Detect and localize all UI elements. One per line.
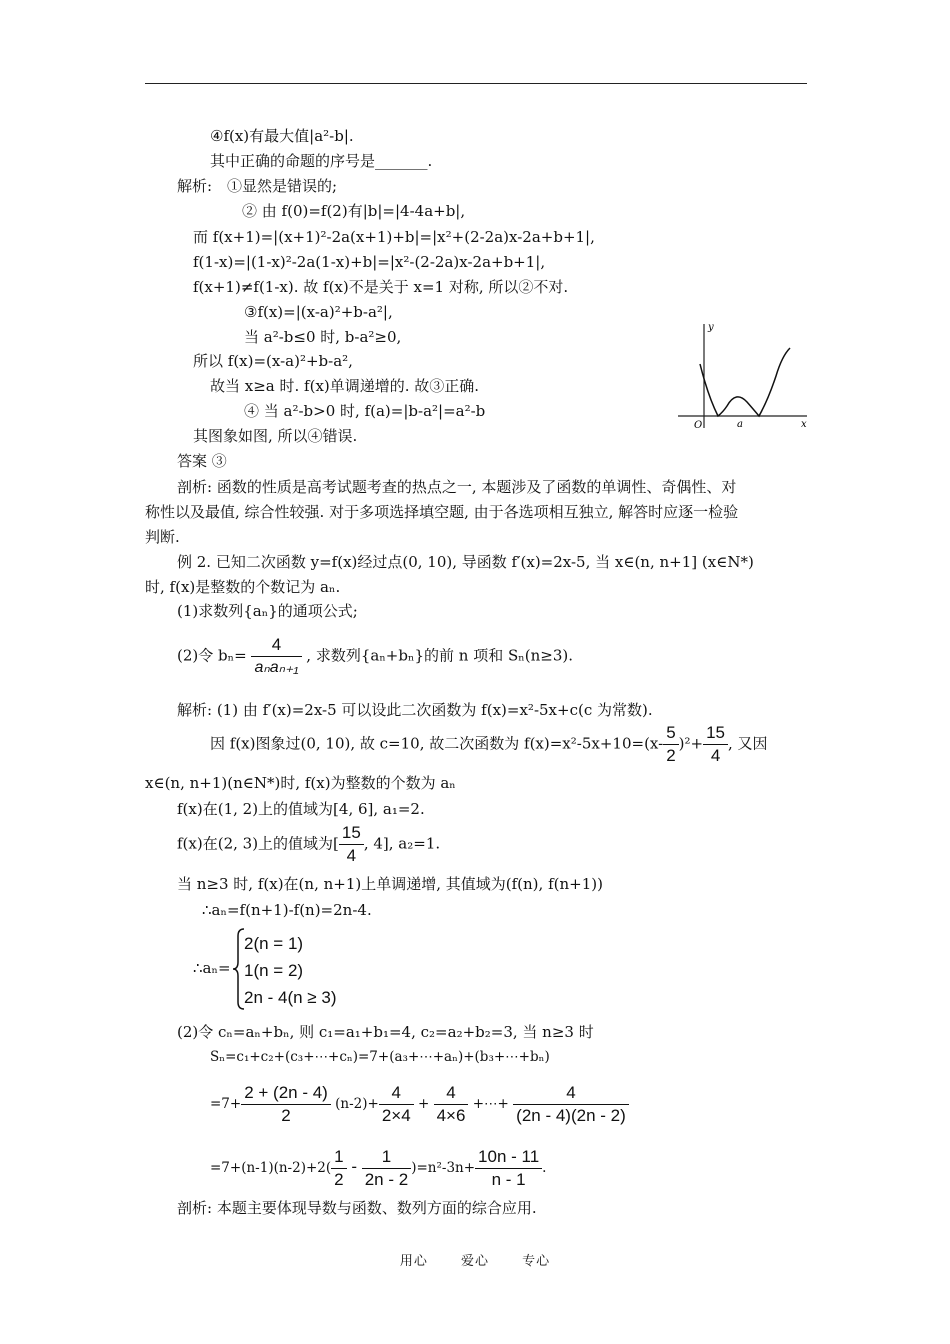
fraction-numerator: 4 (379, 1082, 414, 1105)
text-line: (2)令 cₙ=aₙ+bₙ, 则 c₁=a₁+b₁=4, c₂=a₂+b₂=3, 当 n≥3 时 (177, 1023, 594, 1041)
fraction-numerator: 5 (663, 722, 678, 745)
text-segment: , 4], a₂=1. (363, 834, 441, 853)
text-line: ∴aₙ=f(n+1)-f(n)=2n-4. (202, 901, 372, 919)
fraction-b-n (251, 634, 301, 679)
text-segment: )=n²-3n+ (411, 1160, 476, 1176)
text-line: 剖析: 函数的性质是高考试题考查的热点之一, 本题涉及了函数的单调性、奇偶性、对 (177, 478, 737, 496)
fraction-term-n (513, 1082, 629, 1127)
text-line: 其中正确的命题的序号是_______. (210, 152, 433, 170)
text-line: 当 a²-b≤0 时, b-a²≥0, (244, 328, 402, 346)
text-line: f(1-x)=|(1-x)²-2a(1-x)+b|=|x²-(2-2a)x-2a+b+1|, (193, 253, 546, 271)
text-segment: =7+ (210, 1096, 242, 1112)
text-line: Sₙ=c₁+c₂+(c₃+⋯+cₙ)=7+(a₃+⋯+aₙ)+(b₃+⋯+bₙ) (210, 1049, 550, 1065)
fraction-denominator: 2×4 (381, 1106, 411, 1125)
text-line: 故当 x≥a 时. f(x)单调递增的. 故③正确. (210, 377, 480, 395)
fraction-denominator: 2n - 2 (364, 1170, 409, 1189)
text-line: 解析: (1) 由 f′(x)=2x-5 可以设此二次函数为 f(x)=x²-5x+c(c 为常数). (177, 701, 653, 719)
text-segment: =7+(n-1)(n-2)+2( (210, 1160, 332, 1176)
fraction-denominator: 2 (281, 1106, 291, 1125)
text-line: ④f(x)有最大值|a²-b|. (210, 127, 354, 145)
text-line: ∴aₙ= (193, 959, 231, 977)
fraction-numerator: 2 + (2n - 4) (241, 1082, 331, 1105)
text-line: 判断. (145, 528, 180, 546)
formula-line (210, 1146, 546, 1191)
fraction-result (475, 1146, 542, 1191)
minus-sign: - (346, 1157, 362, 1176)
function-graph (672, 320, 812, 432)
fraction-numerator: 15 (339, 822, 364, 845)
text-segment: (n-2)+ (335, 1096, 379, 1112)
text-line: 而 f(x+1)=|(x+1)²-2a(x+1)+b|=|x²+(2-2a)x-2a+b+1|, (193, 228, 595, 246)
text-line: ④ 当 a²-b>0 时, f(a)=|b-a²|=a²-b (244, 402, 486, 420)
text-line: f(x+1)≠f(1-x). 故 f(x)不是关于 x=1 对称, 所以②不对. (193, 278, 569, 296)
y-axis-label: y (708, 322, 714, 333)
footer-text: 用心 (399, 1254, 428, 1269)
text-segment: , 求数列{aₙ+bₙ}的前 n 项和 Sₙ(n≥3). (306, 646, 573, 665)
text-line: 所以 f(x)=(x-a)²+b-a², (193, 352, 353, 370)
fraction-range (339, 822, 364, 867)
fraction-five-halves (663, 722, 678, 767)
formula-line (177, 822, 440, 867)
text-line: (1)求数列{aₙ}的通项公式; (177, 602, 358, 620)
text-line: x∈(n, n+1)(n∈N*)时, f(x)为整数的个数为 aₙ (145, 774, 456, 792)
formula-line (210, 722, 768, 767)
page-footer (0, 1250, 950, 1269)
fraction-denominator: aₙaₙ₊₁ (254, 659, 299, 676)
answer-line: 答案 ③ (177, 452, 227, 470)
fraction-denominator: 2 (666, 746, 676, 765)
text-line: ② 由 f(0)=f(2)有|b|=|4-4a+b|, (242, 202, 466, 220)
fraction-numerator: 1 (331, 1146, 346, 1169)
fraction-sum-a (241, 1082, 331, 1127)
footer-text: 爱心 (460, 1254, 489, 1269)
text-line: 剖析: 本题主要体现导数与函数、数列方面的综合应用. (177, 1199, 537, 1217)
fraction-numerator: 4 (251, 634, 301, 657)
text-line: 解析: ①显然是错误的; (177, 177, 338, 195)
case-row: 1(n = 2) (244, 961, 304, 980)
fraction-term-2 (434, 1082, 469, 1127)
case-row: 2n - 4(n ≥ 3) (244, 988, 337, 1007)
text-line: 其图象如图, 所以④错误. (193, 427, 358, 445)
fraction-term-1 (379, 1082, 414, 1127)
fraction-denominator: 2 (334, 1170, 344, 1189)
fraction-numerator: 10n - 11 (475, 1146, 542, 1169)
curve (700, 348, 790, 416)
text-segment: , 又因 (728, 734, 768, 753)
text-segment: 因 f(x)图象过(0, 10), 故 c=10, 故二次函数为 f(x)=x²-5x+10=(x- (210, 734, 664, 753)
formula-line (177, 634, 573, 679)
piecewise-cases (244, 930, 336, 1011)
text-line: ③f(x)=|(x-a)²+b-a²|, (244, 303, 393, 321)
fraction-numerator: 4 (434, 1082, 469, 1105)
fraction-denominator: (2n - 4)(2n - 2) (516, 1106, 626, 1125)
fraction-telescoping (362, 1146, 411, 1191)
fraction-denominator: 4 (710, 746, 721, 765)
fraction-denominator: n - 1 (491, 1170, 526, 1189)
text-line: 时, f(x)是整数的个数记为 aₙ. (145, 578, 341, 596)
text-segment: )²+ (678, 734, 704, 753)
text-segment: f(x)在(2, 3)上的值域为[ (177, 834, 339, 853)
text-segment: . (542, 1160, 547, 1176)
text-line: 例 2. 已知二次函数 y=f(x)经过点(0, 10), 导函数 f′(x)=2x-5, 当 x∈(n, n+1] (x∈N*) (177, 553, 754, 571)
text-line: 当 n≥3 时, f(x)在(n, n+1)上单调递增, 其值域为(f(n), f(n+1)) (177, 875, 603, 893)
text-line: 称性以及最值, 综合性较强. 对于多项选择填空题, 由于各选项相互独立, 解答时应逐一检验 (145, 503, 739, 521)
fraction-denominator: 4×6 (436, 1106, 466, 1125)
formula-line (210, 1082, 629, 1127)
case-row: 2(n = 1) (244, 934, 304, 953)
fraction-numerator: 4 (513, 1082, 629, 1105)
fraction-fifteen-quarters (703, 722, 728, 767)
text-segment: +⋯+ (472, 1096, 509, 1112)
text-segment: + (417, 1096, 430, 1112)
text-segment: (2)令 bₙ= (177, 646, 247, 665)
fraction-denominator: 4 (346, 846, 357, 865)
footer-text: 专心 (522, 1254, 551, 1269)
fraction-half (331, 1146, 346, 1191)
text-line: f(x)在(1, 2)上的值域为[4, 6], a₁=2. (177, 800, 425, 818)
fraction-numerator: 15 (703, 722, 728, 745)
a-label: a (737, 419, 743, 430)
fraction-numerator: 1 (362, 1146, 411, 1169)
header-rule (145, 83, 807, 84)
origin-label: O (694, 420, 703, 431)
x-axis-label: x (801, 419, 807, 430)
